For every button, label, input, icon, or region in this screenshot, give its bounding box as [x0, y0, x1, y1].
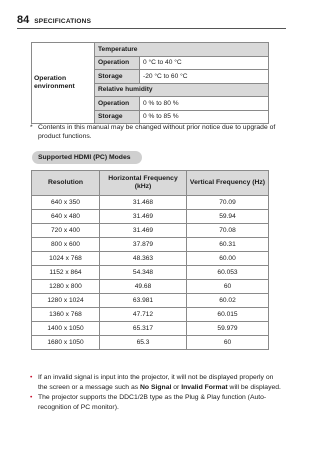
page-number: 84: [17, 14, 30, 26]
cell-vertical-frequency: 60.053: [187, 266, 269, 280]
table-row: [32, 322, 269, 336]
bullet-icon: •: [30, 374, 33, 381]
cell-vertical-frequency: 60: [187, 280, 269, 294]
cell-vertical-frequency: 60.31: [187, 238, 269, 252]
cell-resolution: 720 x 400: [32, 224, 100, 238]
notes-list: [30, 373, 282, 413]
cell-horizontal-frequency: 63.981: [100, 294, 187, 308]
section-title: SPECIFICATIONS: [34, 18, 92, 25]
page-header: [17, 14, 91, 26]
hum-operation-value: 0 % to 80 %: [140, 97, 269, 111]
cell-horizontal-frequency: 65.3: [100, 336, 187, 350]
bullet-text: or: [171, 383, 182, 391]
cell-horizontal-frequency: 31.469: [100, 224, 187, 238]
list-item: [30, 373, 282, 392]
cell-vertical-frequency: 59.94: [187, 210, 269, 224]
cell-vertical-frequency: 60.02: [187, 294, 269, 308]
note-text: Contents in this manual may be changed without prior notice due to upgrade of product functions.: [38, 124, 276, 140]
cell-resolution: 640 x 480: [32, 210, 100, 224]
bullet-text: The projector supports the DDC1/2B type as the Plug & Play function (Auto-recognition of PC monitor).: [38, 394, 267, 411]
cell-horizontal-frequency: 31.468: [100, 196, 187, 210]
note-asterisk: *: [30, 124, 33, 131]
temp-storage-value: -20 °C to 60 °C: [140, 70, 269, 84]
bullet-text: will be displayed.: [227, 383, 281, 391]
bullet-bold: Invalid Format: [181, 383, 228, 391]
table-row: [32, 336, 269, 350]
table-row: [32, 252, 269, 266]
humidity-heading: Relative humidity: [95, 83, 269, 97]
cell-resolution: 1152 x 864: [32, 266, 100, 280]
header-rule: [17, 28, 286, 29]
bullet-icon: •: [30, 394, 33, 401]
cell-vertical-frequency: 60.00: [187, 252, 269, 266]
header-resolution: Resolution: [32, 171, 100, 196]
cell-horizontal-frequency: 47.712: [100, 308, 187, 322]
cell-vertical-frequency: 60.015: [187, 308, 269, 322]
hdmi-modes-table: [31, 170, 269, 350]
hum-storage-value: 0 % to 85 %: [140, 110, 269, 124]
cell-vertical-frequency: 60: [187, 336, 269, 350]
cell-resolution: 1400 x 1050: [32, 322, 100, 336]
cell-horizontal-frequency: 48.363: [100, 252, 187, 266]
hum-storage-label: Storage: [95, 110, 140, 124]
cell-resolution: 1024 x 768: [32, 252, 100, 266]
table-row: [32, 238, 269, 252]
bullet-bold: No Signal: [140, 383, 172, 391]
temp-storage-label: Storage: [95, 70, 140, 84]
environment-label: Operation environment: [32, 43, 95, 124]
header-vertical-frequency: Vertical Frequency (Hz): [187, 171, 269, 196]
cell-resolution: 640 x 350: [32, 196, 100, 210]
table-row: [32, 308, 269, 322]
cell-resolution: 1280 x 800: [32, 280, 100, 294]
cell-horizontal-frequency: 37.879: [100, 238, 187, 252]
header-horizontal-frequency: Horizontal Frequency (kHz): [100, 171, 187, 196]
list-item: [30, 393, 282, 412]
cell-horizontal-frequency: 65.317: [100, 322, 187, 336]
bullet-text: If an invalid signal is input into the projector, it will not be displayed properly on the screen or a message such as: [38, 374, 274, 391]
table-row: [32, 210, 269, 224]
hum-operation-label: Operation: [95, 97, 140, 111]
cell-resolution: 800 x 600: [32, 238, 100, 252]
cell-vertical-frequency: 70.09: [187, 196, 269, 210]
cell-resolution: 1680 x 1050: [32, 336, 100, 350]
hdmi-modes-title: Supported HDMI (PC) Modes: [32, 151, 142, 164]
cell-vertical-frequency: 70.08: [187, 224, 269, 238]
temp-operation-value: 0 °C to 40 °C: [140, 56, 269, 70]
temperature-heading: Temperature: [95, 43, 269, 57]
cell-horizontal-frequency: 54.348: [100, 266, 187, 280]
cell-vertical-frequency: 59.979: [187, 322, 269, 336]
environment-table: [31, 42, 269, 124]
table-row: [32, 266, 269, 280]
cell-horizontal-frequency: 31.469: [100, 210, 187, 224]
cell-horizontal-frequency: 49.68: [100, 280, 187, 294]
manual-note: [30, 123, 280, 141]
table-row: [32, 224, 269, 238]
table-row: [32, 196, 269, 210]
table-row: [32, 294, 269, 308]
cell-resolution: 1280 x 1024: [32, 294, 100, 308]
temp-operation-label: Operation: [95, 56, 140, 70]
hdmi-table-body: [32, 196, 269, 350]
table-row: [32, 280, 269, 294]
cell-resolution: 1360 x 768: [32, 308, 100, 322]
